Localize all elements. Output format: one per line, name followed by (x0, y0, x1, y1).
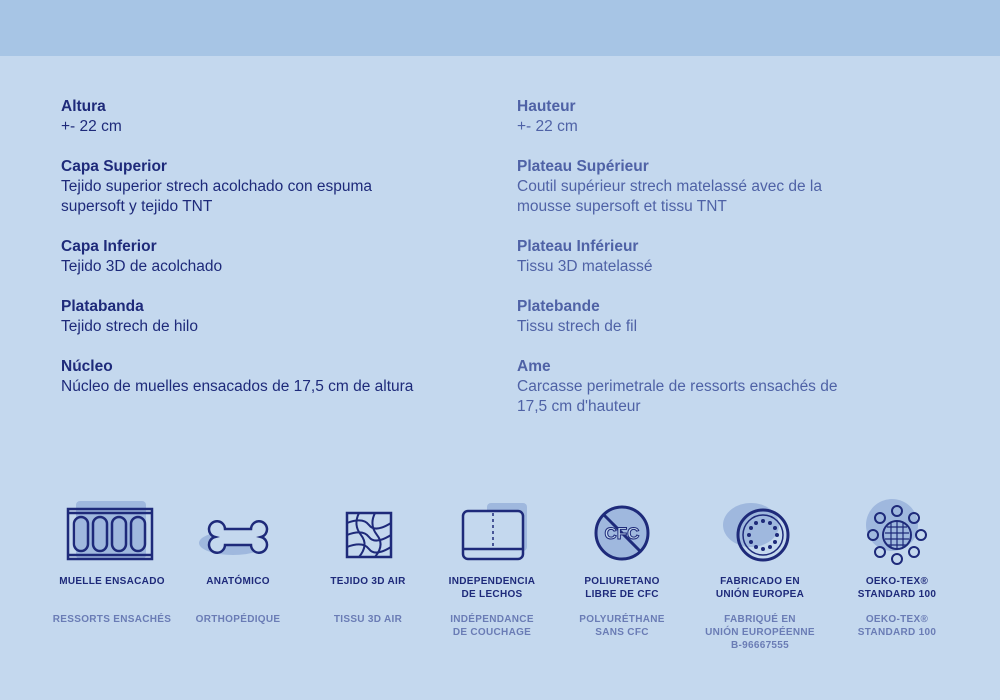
spec-bottom-layer (517, 237, 653, 277)
spec-core (517, 357, 837, 417)
spec-value: Carcasse perimetrale de ressorts ensachés de 17,5 cm d'hauteur (517, 378, 838, 415)
badge-cfc-free (547, 495, 697, 638)
badge-oeko-tex (822, 495, 972, 638)
badge-label-fr: TISSU 3D AIR (333, 614, 403, 625)
spec-title: Ame (517, 358, 551, 375)
spec-top-layer (517, 157, 822, 217)
badge-bed-independence (417, 495, 567, 638)
spec-height (517, 97, 578, 137)
spec-value: Tejido strech de hilo (61, 318, 198, 335)
svg-text:CFC: CFC (604, 524, 640, 543)
badge-made-in-eu (685, 495, 835, 651)
spec-value: +- 22 cm (61, 118, 122, 135)
eu-stars-icon (715, 495, 805, 565)
spec-title: Hauteur (517, 98, 576, 115)
bone-icon (193, 495, 283, 565)
spec-title: Plateau Supérieur (517, 158, 649, 175)
badge-label-es: INDEPENDENCIA DE LECHOS (448, 576, 536, 600)
badge-label-es: TEJIDO 3D AIR (330, 576, 406, 587)
spec-title: Platabanda (61, 298, 144, 315)
cfc-free-icon (582, 495, 662, 565)
mattress-icon (447, 495, 537, 565)
badge-label-es: MUELLE ENSACADO (59, 576, 165, 587)
spec-title: Capa Inferior (61, 238, 157, 255)
badge-label-es: POLIURETANO LIBRE DE CFC (584, 576, 660, 600)
spec-top-layer (61, 157, 372, 217)
badge-label-es: OEKO-TEX® STANDARD 100 (857, 576, 937, 600)
spec-value: Coutil supérieur strech matelassé avec de la mousse supersoft et tissu TNT (517, 178, 822, 215)
spec-title: Capa Superior (61, 158, 167, 175)
spec-core (61, 357, 413, 397)
spec-height (61, 97, 122, 137)
spec-value: Tissu strech de fil (517, 318, 638, 335)
badge-label-es: ANATÓMICO (206, 576, 270, 587)
spec-title: Plateau Inférieur (517, 238, 639, 255)
badge-label-fr: OEKO-TEX® STANDARD 100 (857, 614, 937, 638)
badge-label-fr: RESSORTS ENSACHÉS (52, 614, 172, 625)
oeko-tex-icon (852, 495, 942, 567)
3d-fabric-icon (333, 495, 403, 565)
spec-title: Platebande (517, 298, 600, 315)
spec-value: Tissu 3D matelassé (517, 258, 653, 275)
badge-label-es: FABRICADO EN UNIÓN EUROPEA (715, 576, 805, 600)
badge-label-fr: ORTHOPÉDIQUE (195, 614, 281, 625)
badge-anatomic (163, 495, 313, 625)
feature-badges (0, 495, 1000, 665)
spec-bottom-layer (61, 237, 222, 277)
badge-label-fr: INDÉPENDANCE DE COUCHAGE (450, 614, 534, 638)
spec-title: Altura (61, 98, 106, 115)
spec-value: Núcleo de muelles ensacados de 17,5 cm de altura (61, 378, 414, 395)
badge-label-fr: POLYURÉTHANE SANS CFC (579, 614, 665, 638)
badge-label-fr: FABRIQUÉ EN UNIÓN EUROPÉENNE B-96667555 (705, 614, 815, 651)
spec-value: Tejido superior strech acolchado con espuma supersoft y tejido TNT (61, 178, 373, 215)
pocket-springs-icon (62, 495, 162, 565)
spec-value: Tejido 3D de acolchado (61, 258, 223, 275)
spec-border (517, 297, 637, 337)
spec-value: +- 22 cm (517, 118, 578, 135)
top-band (0, 0, 1000, 56)
spec-title: Núcleo (61, 358, 113, 375)
spec-border (61, 297, 198, 337)
